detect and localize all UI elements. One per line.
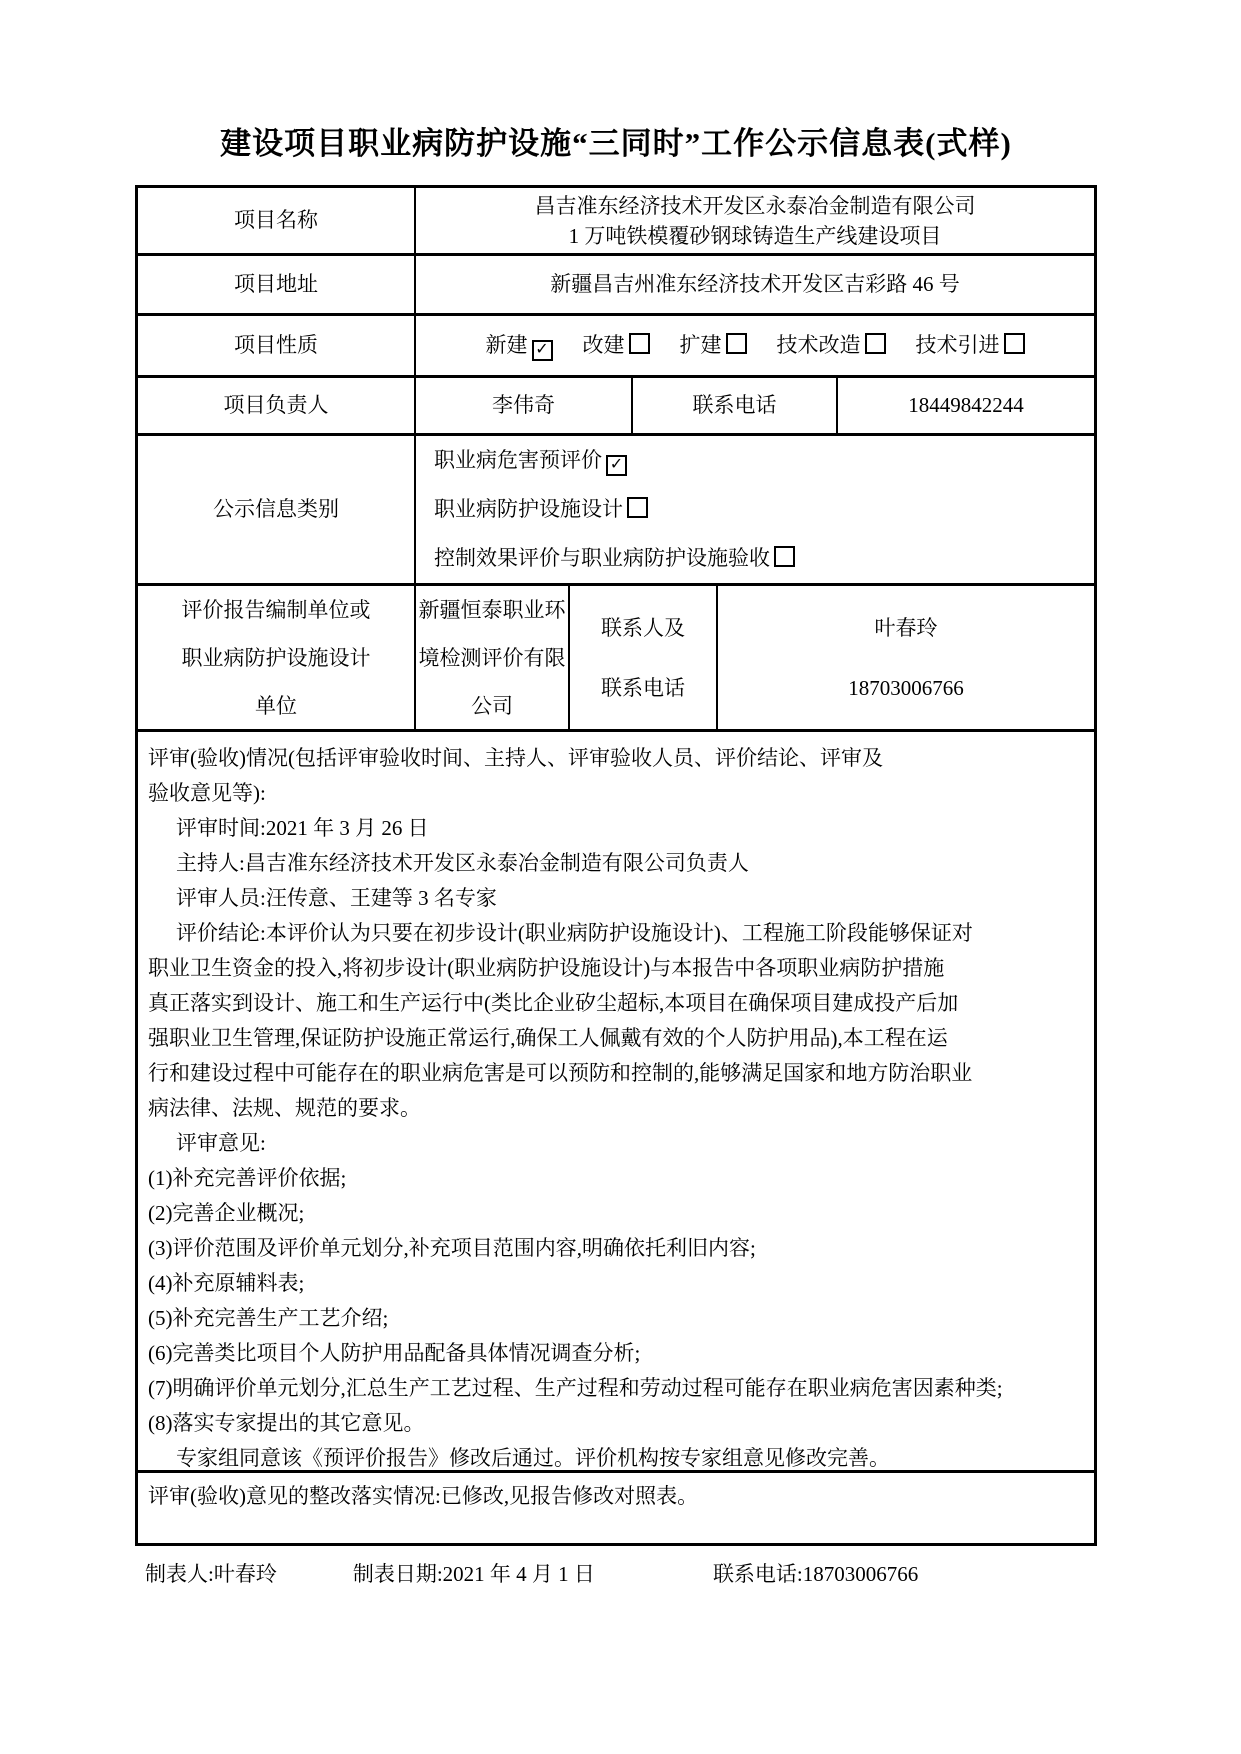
review-line: (5)补充完善生产工艺介绍;: [148, 1306, 389, 1330]
project-leader-label: 项目负责人: [138, 378, 416, 433]
checkbox-icon: [629, 333, 650, 354]
publicity-option-effect-acceptance: 控制效果评价与职业病防护设施验收: [434, 534, 1094, 583]
table-row-assessment-org: [138, 586, 1094, 732]
review-line: (1)补充完善评价依据;: [148, 1166, 347, 1190]
review-line: (3)评价范围及评价单元划分,补充项目范围内容,明确依托利旧内容;: [148, 1236, 756, 1260]
org-contact-value: [718, 586, 1094, 729]
org-contact-label: 联系人及 联系电话: [570, 586, 718, 729]
review-line: 评审时间:2021 年 3 月 26 日: [176, 816, 429, 840]
table-row-project-leader: [138, 378, 1094, 436]
project-address-value: 新疆昌吉州准东经济技术开发区吉彩路 46 号: [550, 272, 960, 297]
project-nature-value: [416, 316, 1094, 375]
page-title: 建设项目职业病防护设施“三同时”工作公示信息表(式样): [220, 126, 1012, 161]
table-row-publicity-type: [138, 436, 1094, 586]
nature-option-tech-import: 技术引进: [916, 331, 1025, 361]
review-line: 强职业卫生管理,保证防护设施正常运行,确保工人佩戴有效的个人防护用品),本工程在运: [148, 1026, 948, 1050]
checkbox-checked-icon: ✓: [606, 455, 627, 476]
publicity-type-label: 公示信息类别: [138, 436, 416, 583]
table-footer: [135, 1558, 1097, 1588]
review-line: 评审意见:: [176, 1131, 266, 1155]
org-contact-name: 叶春玲: [874, 615, 938, 640]
review-line: 病法律、法规、规范的要求。: [148, 1096, 421, 1120]
leader-phone-label: 联系电话: [633, 378, 838, 433]
review-line: 专家组同意该《预评价报告》修改后通过。评价机构按专家组意见修改完善。: [176, 1446, 890, 1470]
project-name-line1: 昌吉准东经济技术开发区永泰冶金制造有限公司: [534, 193, 976, 218]
review-line: 验收意见等):: [148, 781, 266, 805]
review-line: (7)明确评价单元划分,汇总生产工艺过程、生产过程和劳动过程可能存在职业病危害因素种类;: [148, 1376, 1003, 1400]
project-leader-name: 李伟奇: [416, 378, 633, 433]
form-sheet: [135, 118, 1097, 1588]
review-line: 主持人:昌吉准东经济技术开发区永泰冶金制造有限公司负责人: [176, 851, 749, 875]
footer-date: 制表日期:2021 年 4 月 1 日: [352, 1562, 595, 1586]
leader-phone-value: 18449842244: [908, 393, 1024, 418]
table-row-project-name: [138, 188, 1094, 256]
publicity-info-table: [135, 185, 1097, 1546]
publicity-type-value: [416, 436, 1094, 583]
assessment-org-name: 新疆恒泰职业环 境检测评价有限 公司: [416, 586, 570, 729]
review-details-text: [138, 732, 1094, 1470]
checkbox-checked-icon: ✓: [532, 340, 553, 361]
nature-option-rebuild: 改建: [583, 331, 650, 361]
review-line: (8)落实专家提出的其它意见。: [148, 1411, 425, 1435]
project-address-label: 项目地址: [138, 256, 416, 313]
table-row-project-address: [138, 256, 1094, 316]
table-row-project-nature: [138, 316, 1094, 378]
review-line: 评价结论:本评价认为只要在初步设计(职业病防护设施设计)、工程施工阶段能够保证对: [176, 921, 973, 945]
checkbox-icon: [1004, 333, 1025, 354]
publicity-option-facility-design: 职业病防护设施设计: [434, 485, 1094, 534]
footer-phone: 联系电话:18703006766: [712, 1562, 919, 1586]
table-row-review-details: [138, 732, 1094, 1473]
checkbox-icon: [726, 333, 747, 354]
project-name-label: 项目名称: [138, 188, 416, 253]
org-contact-phone: 18703006766: [848, 675, 964, 700]
footer-creator: 制表人:叶春玲: [145, 1562, 277, 1586]
checkbox-icon: [627, 497, 648, 518]
review-line: (4)补充原辅料表;: [148, 1271, 305, 1295]
checkbox-icon: [865, 333, 886, 354]
review-line: 评审(验收)情况(包括评审验收时间、主持人、评审验收人员、评价结论、评审及: [148, 746, 883, 770]
review-line: (2)完善企业概况;: [148, 1201, 305, 1225]
nature-option-tech-reform: 技术改造: [777, 331, 886, 361]
project-name-value: [416, 188, 1094, 253]
nature-option-new: 新建 ✓: [486, 331, 553, 361]
review-line: 真正落实到设计、施工和生产运行中(类比企业矽尘超标,本项目在确保项目建成投产后加: [148, 991, 959, 1015]
review-line: (6)完善类比项目个人防护用品配备具体情况调查分析;: [148, 1341, 641, 1365]
assessment-org-label: 评价报告编制单位或 职业病防护设施设计 单位: [138, 586, 416, 729]
checkbox-icon: [774, 546, 795, 567]
review-line: 职业卫生资金的投入,将初步设计(职业病防护设施设计)与本报告中各项职业病防护措施: [148, 956, 945, 980]
publicity-option-pre-evaluation: 职业病危害预评价 ✓: [434, 436, 1094, 485]
review-line: 行和建设过程中可能存在的职业病危害是可以预防和控制的,能够满足国家和地方防治职业: [148, 1061, 973, 1085]
table-row-rectification: [138, 1473, 1094, 1543]
rectification-text: 评审(验收)意见的整改落实情况:已修改,见报告修改对照表。: [148, 1484, 699, 1508]
project-nature-label: 项目性质: [138, 316, 416, 375]
project-name-line2: 1 万吨铁模覆砂钢球铸造生产线建设项目: [568, 223, 942, 248]
review-line: 评审人员:汪传意、王建等 3 名专家: [176, 886, 497, 910]
nature-option-expand: 扩建: [680, 331, 747, 361]
